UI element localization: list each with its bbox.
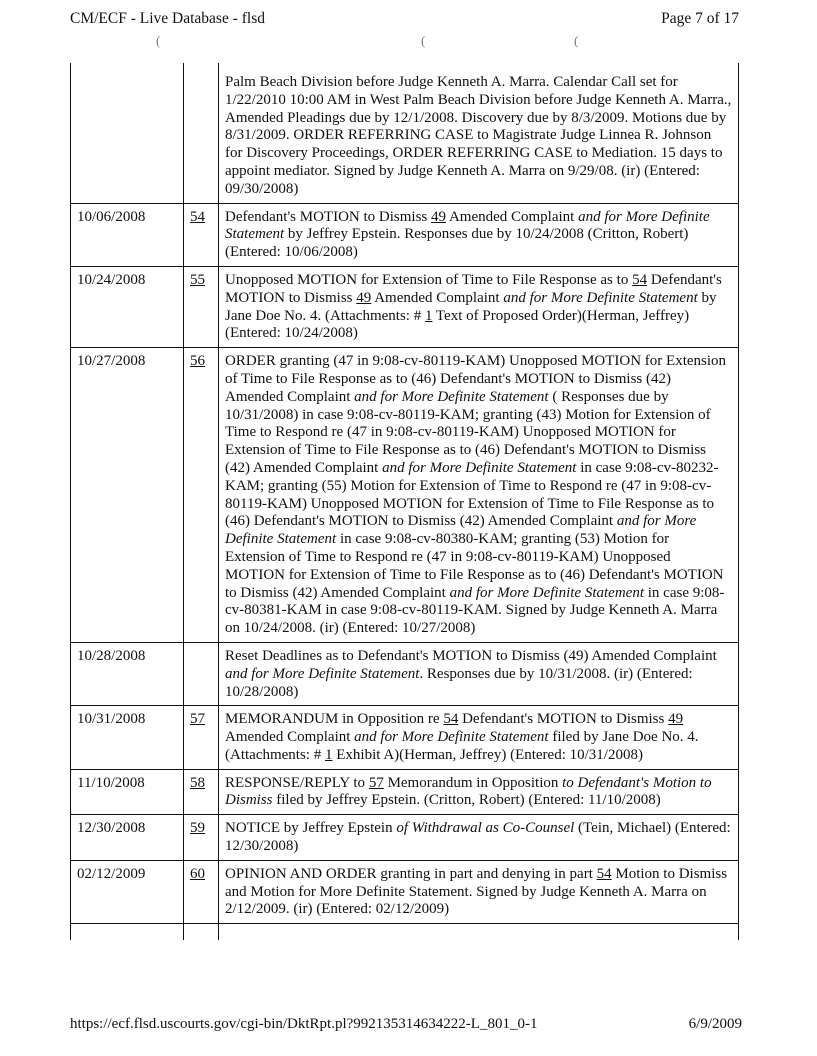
docket-row bbox=[71, 63, 739, 203]
docket-table-body bbox=[71, 63, 739, 940]
docket-text-segment: in case 9:08-cv-80380-KAM; granting (53) Motion for Extension of Time to Respond re (47 in 9:08-cv-80119-KAM) Unopposed MOTION for Extension of Time to File Response as to (46) Defendant's MOTION to Dismiss (42) Amended Complaint bbox=[225, 531, 724, 601]
docket-text-segment: Amended Complaint bbox=[225, 729, 355, 746]
docket-row bbox=[71, 769, 739, 815]
scan-mark: ( bbox=[421, 33, 426, 48]
docket-text-segment: in case 9:08-cv-80232-KAM; granting (55) Motion for Extension of Time to Respond re (47 in 9:08-cv-80119-KAM) Unopposed MOTION for Extension of Time to File Response as to (46) Defendant's MOTION to Dismiss (42) Amended Complaint bbox=[225, 459, 719, 530]
docket-text-segment: ORDER granting (47 in 9:08-cv-80119-KAM) Unopposed MOTION for Extension of Time to File Response as to (46) Defendant's MOTION to Dismiss (42) Amended Complaint bbox=[225, 353, 727, 405]
docket-text-segment: Palm Beach Division before Judge Kenneth A. Marra. Calendar Call set for 1/22/2010 10:00 AM in West Palm Beach Division before Judge Kenneth A. Marra., Amended Pleadings due by 12/1/2008. Discovery due by 8/3/2009. Motions due by 8/31/2009. ORDER REFERRING CASE to Magistrate Judge Linnea R. Johnson for Discovery Proceedings, ORDER REFERRING CASE to Mediation. 15 days to appoint mediator. Signed by Judge Kenneth A. Marra on 9/29/08. (ir) (Entered: 09/30/2008) bbox=[225, 74, 732, 197]
docket-text bbox=[219, 266, 739, 347]
docket-row-continuation bbox=[71, 924, 739, 941]
docket-text bbox=[219, 203, 739, 266]
docket-text-italic: to Defendant's Motion to Dismiss bbox=[225, 774, 712, 809]
docket-text-segment: Unopposed MOTION for Extension of Time to File Response as to bbox=[225, 271, 633, 288]
docket-date: 11/10/2008 bbox=[71, 769, 184, 815]
docket-row bbox=[71, 203, 739, 266]
docket-cell-continuation bbox=[219, 924, 739, 941]
docket-row bbox=[71, 642, 739, 705]
footer-url: https://ecf.flsd.uscourts.gov/cgi-bin/DktRpt.pl?992135314634222-L_801_0-1 bbox=[70, 1016, 538, 1032]
docket-text-italic: and for More Definite Statement bbox=[382, 459, 577, 476]
docket-text-italic: and for More Definite Statement bbox=[225, 665, 420, 682]
docket-text-segment: filed by Jane Doe No. 4. (Attachments: # bbox=[225, 729, 699, 763]
docket-date: 10/24/2008 bbox=[71, 266, 184, 347]
footer-date: 6/9/2009 bbox=[688, 1016, 742, 1032]
docket-number-link[interactable]: 57 bbox=[190, 711, 205, 728]
docket-ref-link[interactable]: 54 bbox=[632, 271, 648, 288]
docket-date: 10/28/2008 bbox=[71, 642, 184, 705]
docket-row bbox=[71, 266, 739, 347]
docket-text-segment: filed by Jeffrey Epstein. (Critton, Robert) (Entered: 11/10/2008) bbox=[272, 792, 661, 809]
docket-ref-link[interactable]: 49 bbox=[431, 208, 447, 225]
docket-text-italic: and for More Definite Statement bbox=[225, 208, 710, 243]
docket-text bbox=[219, 642, 739, 705]
docket-number-cell bbox=[184, 815, 219, 861]
docket-number-cell bbox=[184, 769, 219, 815]
docket-text-segment: (Tein, Michael) (Entered: 12/30/2008) bbox=[225, 820, 731, 855]
docket-text-segment: Defendant's MOTION to Dismiss bbox=[458, 711, 669, 728]
docket-text-segment: Amended Complaint bbox=[371, 289, 504, 306]
docket-number-cell bbox=[184, 203, 219, 266]
docket-text bbox=[219, 348, 739, 643]
docket-ref-link[interactable]: 54 bbox=[596, 865, 612, 882]
docket-text-italic: and for More Definite Statement bbox=[225, 513, 697, 548]
docket-number-link[interactable]: 58 bbox=[190, 774, 205, 791]
docket-cell-continuation bbox=[71, 924, 184, 941]
docket-text-segment: OPINION AND ORDER granting in part and denying in part bbox=[225, 865, 597, 882]
docket-date: 10/06/2008 bbox=[71, 203, 184, 266]
docket-number-link[interactable]: 60 bbox=[190, 865, 205, 882]
page-number: Page 7 of 17 bbox=[661, 10, 739, 27]
docket-text-segment: Motion to Dismiss and Motion for More Definite Statement. Signed by Judge Kenneth A. Marra on 2/12/2009. (ir) (Entered: 02/12/2009) bbox=[225, 865, 728, 918]
docket-text-segment: . Responses due by 10/31/2008. (ir) (Entered: 10/28/2008) bbox=[225, 665, 693, 700]
docket-text-italic: and for More Definite Statement bbox=[354, 388, 549, 405]
docket-table bbox=[70, 63, 739, 940]
docket-number-cell bbox=[184, 642, 219, 705]
docket-text-italic: and for More Definite Statement bbox=[503, 289, 698, 306]
docket-text-segment: ( Responses due by 10/31/2008) in case 9:08-cv-80119-KAM; granting (43) Motion for Extension of Time to Respond re (47 in 9:08-cv-80119-KAM) Unopposed MOTION for Extension of Time to File Response as to (46) Defendant's MOTION to Dismiss (42) Amended Complaint bbox=[225, 388, 711, 476]
docket-text-segment: Reset Deadlines as to Defendant's MOTION to Dismiss (49) Amended Complaint bbox=[225, 647, 717, 664]
docket-number-cell bbox=[184, 348, 219, 643]
docket-ref-link[interactable]: 1 bbox=[424, 307, 433, 324]
docket-number-cell bbox=[184, 266, 219, 347]
docket-text-segment: Defendant's MOTION to Dismiss bbox=[225, 208, 432, 225]
docket-text-italic: of Withdrawal as Co-Counsel bbox=[396, 820, 575, 837]
docket-text-italic: and for More Definite Statement bbox=[449, 584, 644, 601]
docket-text-segment: Text of Proposed Order)(Herman, Jeffrey) (Entered: 10/24/2008) bbox=[225, 307, 690, 342]
docket-text-segment: RESPONSE/REPLY to bbox=[225, 774, 369, 791]
docket-ref-link[interactable]: 54 bbox=[443, 711, 459, 728]
docket-number-cell bbox=[184, 63, 219, 203]
scan-mark: ( bbox=[156, 33, 161, 48]
docket-text bbox=[219, 706, 739, 769]
docket-text-segment: NOTICE by Jeffrey Epstein bbox=[225, 820, 397, 837]
docket-text-segment: Memorandum in Opposition bbox=[383, 774, 563, 791]
docket-text-segment: Amended Complaint bbox=[446, 208, 579, 225]
docket-cell-continuation bbox=[184, 924, 219, 941]
docket-text bbox=[219, 860, 739, 923]
docket-text bbox=[219, 769, 739, 815]
docket-text-segment: Exhibit A)(Herman, Jeffrey) (Entered: 10/31/2008) bbox=[332, 746, 643, 763]
page-header-title: CM/ECF - Live Database - flsd bbox=[70, 10, 266, 27]
docket-text bbox=[219, 63, 739, 203]
docket-text-segment: Defendant's MOTION to Dismiss bbox=[225, 271, 722, 306]
docket-text-italic: and for More Definite Statement bbox=[354, 729, 549, 746]
docket-date: 10/31/2008 bbox=[71, 706, 184, 769]
docket-ref-link[interactable]: 49 bbox=[668, 711, 684, 728]
docket-row bbox=[71, 860, 739, 923]
docket-number-link[interactable]: 55 bbox=[190, 271, 205, 288]
docket-ref-link[interactable]: 49 bbox=[356, 289, 372, 306]
docket-ref-link[interactable]: 1 bbox=[324, 746, 333, 763]
docket-text-segment: in case 9:08-cv-80381-KAM in case 9:08-cv-80119-KAM. Signed by Judge Kenneth A. Marra on 10/24/2008. (ir) (Entered: 10/27/2008) bbox=[225, 584, 725, 637]
docket-text-segment: MEMORANDUM in Opposition re bbox=[225, 711, 444, 728]
scan-mark: ( bbox=[574, 33, 579, 48]
docket-number-cell bbox=[184, 706, 219, 769]
docket-number-cell bbox=[184, 860, 219, 923]
docket-text-segment: by Jeffrey Epstein. Responses due by 10/24/2008 (Critton, Robert) (Entered: 10/06/2008) bbox=[225, 226, 689, 261]
docket-number-link[interactable]: 56 bbox=[190, 353, 205, 370]
docket-date bbox=[71, 63, 184, 203]
docket-number-link[interactable]: 59 bbox=[190, 820, 205, 837]
docket-text bbox=[219, 815, 739, 861]
docket-number-link[interactable]: 54 bbox=[190, 208, 205, 225]
docket-date: 02/12/2009 bbox=[71, 860, 184, 923]
docket-row bbox=[71, 348, 739, 643]
docket-row bbox=[71, 706, 739, 769]
docket-ref-link[interactable]: 57 bbox=[368, 774, 384, 791]
docket-date: 10/27/2008 bbox=[71, 348, 184, 643]
docket-text-segment: by Jane Doe No. 4. (Attachments: # bbox=[225, 289, 717, 324]
docket-date: 12/30/2008 bbox=[71, 815, 184, 861]
docket-row bbox=[71, 815, 739, 861]
